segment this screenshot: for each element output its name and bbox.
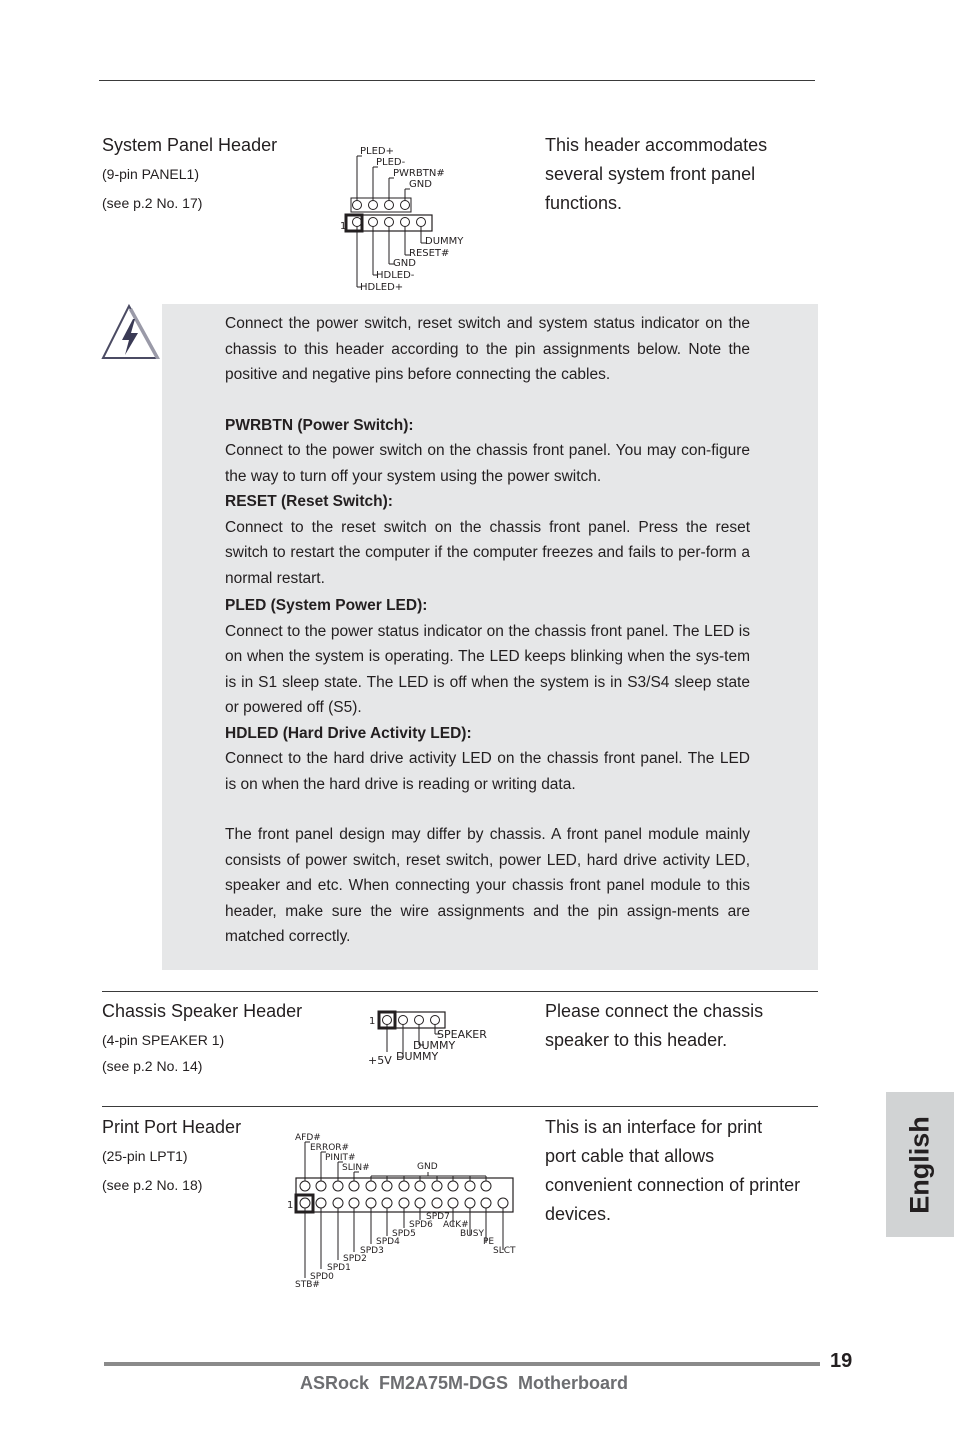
- panel-description: [545, 131, 825, 218]
- speaker-label-dummy-2: DUMMY: [396, 1050, 439, 1063]
- print-label-slin: SLIN#: [342, 1163, 370, 1173]
- print-label-spd7: SPD7: [426, 1212, 450, 1222]
- print-header-ref: (see p.2 No. 18): [102, 1177, 203, 1193]
- panel-header-pins: (9-pin PANEL1): [102, 166, 200, 182]
- footer-product-name: ASRock FM2A75M-DGS Motherboard: [300, 1373, 629, 1393]
- speaker-header-title: Chassis Speaker Header: [102, 1001, 303, 1021]
- panel-header-title: System Panel Header: [102, 135, 278, 155]
- top-rule: [99, 80, 815, 81]
- panel-label-gnd-top: GND: [409, 179, 432, 190]
- print-rule: [102, 1106, 818, 1107]
- speaker-desc-line: speaker to this header.: [545, 1030, 728, 1050]
- print-desc-line: devices.: [545, 1204, 612, 1224]
- speaker-description: [545, 997, 825, 1055]
- panel-label-hdled-minus: HDLED-: [376, 270, 415, 281]
- print-label-slct: SLCT: [493, 1246, 516, 1256]
- panel-desc-line: This header accommodates: [545, 135, 768, 155]
- panel-label-dummy: DUMMY: [425, 236, 464, 247]
- print-label-spd1: SPD1: [327, 1263, 351, 1273]
- note-item-heading: RESET (Reset Switch):: [225, 493, 393, 510]
- note-item-heading: PLED (System Power LED):: [225, 597, 428, 614]
- note-item-text: Connect to the reset switch on the chassis front panel. Press the reset switch to restart the computer if the computer freezes and fails to per-form a normal restart.: [225, 518, 750, 587]
- footer-bar: [104, 1362, 820, 1366]
- panel-label-gnd-bottom: GND: [393, 258, 416, 269]
- panel-desc-line: several system front panel: [545, 164, 756, 184]
- note-intro: Connect the power switch, reset switch and system status indicator on the chassis to this header according to the pin assignments below. Note the positive and negative pins before connecting the cables.: [225, 315, 750, 383]
- language-tab: [886, 1092, 954, 1237]
- panel-pin-one: 1: [340, 221, 347, 232]
- print-label-spd2: SPD2: [343, 1254, 367, 1264]
- note-item-text: Connect to the power switch on the chassis front panel. You may con-figure the way to turn off your system using the power switch.: [225, 442, 750, 485]
- panel-label-pled-minus: PLED-: [376, 157, 406, 168]
- print-header-title: Print Port Header: [102, 1117, 242, 1137]
- panel-pin-diagram: [336, 140, 476, 295]
- speaker-label-5v: +5V: [368, 1054, 392, 1067]
- print-label-spd3: SPD3: [360, 1246, 384, 1256]
- print-label-spd0: SPD0: [310, 1272, 334, 1282]
- print-label-gnd: GND: [417, 1162, 438, 1172]
- print-label-spd5: SPD5: [392, 1229, 416, 1239]
- print-pin-one: 1: [287, 1200, 294, 1211]
- speaker-label-speaker: SPEAKER: [437, 1028, 487, 1041]
- print-description: [545, 1113, 830, 1229]
- speaker-pin-diagram: [364, 1007, 494, 1069]
- print-label-ack: ACK#: [443, 1220, 469, 1230]
- print-label-spd4: SPD4: [376, 1237, 400, 1247]
- print-label-pinit: PINIT#: [325, 1153, 356, 1163]
- print-desc-line: This is an interface for print: [545, 1117, 763, 1137]
- panel-header-ref: (see p.2 No. 17): [102, 195, 203, 211]
- print-label-pe: PE: [483, 1237, 495, 1247]
- panel-label-hdled-plus: HDLED+: [360, 282, 404, 293]
- note-item-text: Connect to the power status indicator on the chassis front panel. The LED is on when the system is operating. The LED keeps blinking when the sys-tem is in S1 sleep state. The LED is off when the system is in S3/S4 sleep state or powered off (S5).: [225, 622, 750, 716]
- print-desc-line: port cable that allows: [545, 1146, 715, 1166]
- note-item-heading: PWRBTN (Power Switch):: [225, 416, 414, 434]
- print-header-pins: (25-pin LPT1): [102, 1148, 188, 1164]
- print-label-afd: AFD#: [295, 1133, 321, 1143]
- panel-label-pled-plus: PLED+: [360, 146, 394, 157]
- print-label-error: ERROR#: [310, 1143, 350, 1153]
- speaker-label-dummy: DUMMY: [413, 1039, 456, 1052]
- language-tab-label: English: [904, 1115, 935, 1214]
- panel-desc-line: functions.: [545, 193, 623, 213]
- speaker-pin-one: 1: [369, 1016, 376, 1027]
- panel-label-pwrbtn: PWRBTN#: [393, 168, 445, 179]
- speaker-desc-line: Please connect the chassis: [545, 1001, 764, 1021]
- speaker-header-pins: (4-pin SPEAKER 1): [102, 1032, 225, 1048]
- print-label-stb: STB#: [295, 1280, 320, 1290]
- speaker-rule: [102, 991, 818, 992]
- note-outro: The front panel design may differ by chassis. A front panel module mainly consists of power switch, reset switch, power LED, hard drive activity LED, speaker and etc. When connecting your chassis front panel module to this header, make sure the wire assignments and the pin assign-ments are matched correctly.: [225, 826, 750, 945]
- page-number: 19: [830, 1350, 853, 1372]
- caution-icon: [100, 303, 162, 361]
- speaker-header-ref: (see p.2 No. 14): [102, 1058, 203, 1074]
- note-text: [225, 311, 750, 950]
- note-item-heading: HDLED (Hard Drive Activity LED):: [225, 724, 472, 742]
- print-desc-line: convenient connection of printer: [545, 1175, 801, 1195]
- print-label-busy: BUSY: [460, 1229, 484, 1239]
- note-item-text: Connect to the hard drive activity LED on the chassis front panel. The LED is on when the hard drive is reading or writing data.: [225, 750, 750, 793]
- print-label-spd6: SPD6: [409, 1220, 433, 1230]
- panel-label-reset: RESET#: [409, 248, 450, 259]
- print-pin-diagram: [283, 1128, 523, 1290]
